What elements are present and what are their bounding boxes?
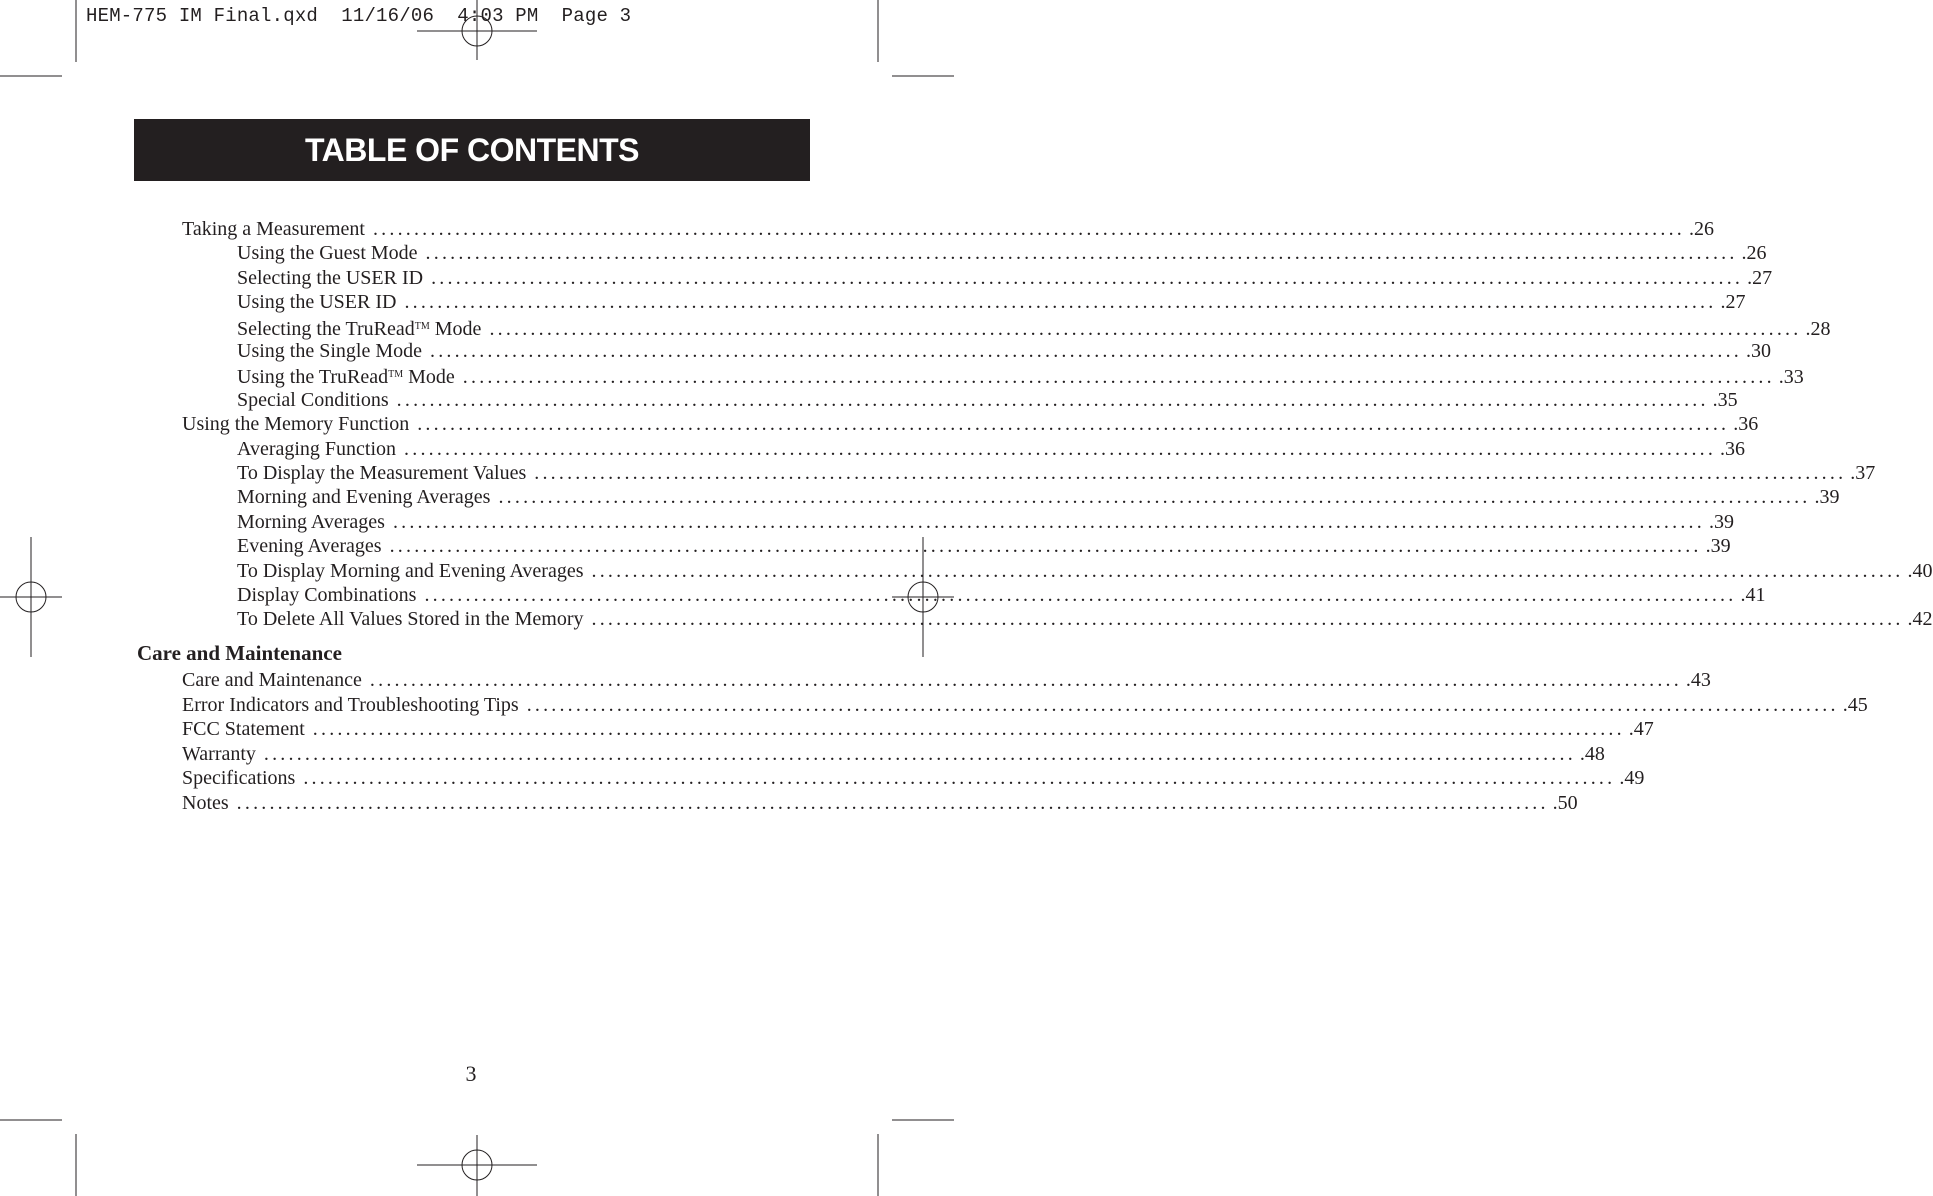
dot-leader: ................................................................................................................................................................ <box>396 388 1709 411</box>
toc-page-number: .48 <box>1579 742 1605 765</box>
toc-page-number: .26 <box>1688 218 1714 240</box>
toc-page-number: .37 <box>1850 462 1876 484</box>
toc-page-number: .39 <box>1705 535 1731 558</box>
toc-page-number: .36 <box>1733 413 1759 436</box>
dot-leader: ................................................................................................................................................................ <box>392 510 1705 533</box>
toc-page-number: .27 <box>1720 291 1746 314</box>
toc-entry-label: To Display the Measurement Values <box>237 462 527 484</box>
dot-leader: ................................................................................................................................................................ <box>489 317 1802 340</box>
toc-page-number: .40 <box>1907 559 1933 582</box>
toc-entry-label: Error Indicators and Troubleshooting Tips <box>182 693 519 716</box>
toc-entry-label: Taking a Measurement <box>182 218 365 240</box>
toc-page-number: .39 <box>1708 510 1734 533</box>
registration-mark-icon <box>417 0 537 60</box>
trademark-mark: TM <box>388 369 404 381</box>
dot-leader: ................................................................................................................................................................ <box>424 584 1737 606</box>
toc-entry[interactable] <box>182 717 1654 741</box>
toc-entry-label: Morning Averages <box>237 510 385 533</box>
toc-page-number: .42 <box>1907 608 1933 631</box>
dot-leader: ................................................................................................................................................................ <box>236 791 1549 814</box>
registration-mark-icon <box>0 537 62 657</box>
toc-page-number: .43 <box>1685 669 1711 691</box>
toc-entry[interactable] <box>237 241 1767 265</box>
toc-page-number: .36 <box>1720 437 1746 460</box>
dot-leader: ................................................................................................................................................................ <box>303 767 1616 789</box>
toc-entry-label: Notes <box>182 791 229 814</box>
toc-entry-label: Warranty <box>182 742 256 765</box>
dot-leader: ................................................................................................................................................................ <box>404 291 1717 314</box>
dot-leader: ................................................................................................................................................................ <box>372 218 1685 240</box>
toc-entry-label: Display Combinations <box>237 584 417 606</box>
dot-leader: ................................................................................................................................................................ <box>417 413 1730 436</box>
toc-entry-label: Using the TruRead™ Mode <box>237 366 455 389</box>
section-heading: Care and Maintenance <box>137 641 342 665</box>
toc-page-number: .49 <box>1619 767 1645 789</box>
toc-entry[interactable] <box>237 363 1804 389</box>
dot-leader: ................................................................................................................................................................ <box>591 608 1904 631</box>
toc-entry[interactable] <box>237 437 1746 461</box>
toc-entry-label: Care and Maintenance <box>182 669 362 691</box>
dot-leader: ................................................................................................................................................................ <box>425 242 1738 265</box>
toc-entry[interactable] <box>237 266 1773 290</box>
toc-entry[interactable] <box>182 693 1868 717</box>
toc-entry-label: Averaging Function <box>237 437 397 460</box>
toc-entry[interactable] <box>237 485 1840 509</box>
toc-entry-label: Using the Guest Mode <box>237 242 418 265</box>
toc-entry[interactable] <box>182 742 1605 766</box>
toc-page-number: .30 <box>1746 340 1771 362</box>
toc-page-number: .39 <box>1814 486 1840 509</box>
toc-entry-label: To Display Morning and Evening Averages <box>237 559 584 582</box>
page-number: 3 <box>465 1061 477 1086</box>
toc-entry[interactable] <box>237 583 1766 607</box>
toc-entry-label: Special Conditions <box>237 388 389 411</box>
dot-leader: ................................................................................................................................................................ <box>369 669 1682 691</box>
toc-entry[interactable] <box>182 412 1759 436</box>
toc-page-number: .47 <box>1628 718 1654 740</box>
toc-entry[interactable] <box>182 791 1578 815</box>
toc-entry-label: Using the USER ID <box>237 291 397 314</box>
dot-leader: ................................................................................................................................................................ <box>498 486 1811 509</box>
toc-page-number: .28 <box>1805 317 1831 340</box>
toc-entry[interactable] <box>237 315 1831 340</box>
dot-leader: ................................................................................................................................................................ <box>431 266 1744 289</box>
toc-entry-label: Using the Memory Function <box>182 413 410 436</box>
dot-leader: ................................................................................................................................................................ <box>263 742 1576 765</box>
toc-entry-label: Specifications <box>182 767 296 789</box>
toc-page-number: .27 <box>1747 266 1773 289</box>
registration-mark-icon <box>417 1135 537 1196</box>
page-title: TABLE OF CONTENTS <box>305 131 639 168</box>
slug-line: HEM-775 IM Final.qxd 11/16/06 4:03 PM Page 3 <box>86 5 632 27</box>
toc-entry[interactable] <box>237 607 1933 631</box>
toc-page-number: .26 <box>1741 242 1767 265</box>
toc-entry[interactable] <box>182 766 1645 790</box>
dot-leader: ................................................................................................................................................................ <box>430 340 1742 362</box>
toc-entry[interactable] <box>182 217 1714 241</box>
dot-leader: ................................................................................................................................................................ <box>462 366 1775 389</box>
toc-entry-label: To Delete All Values Stored in the Memory <box>237 608 584 631</box>
toc-entry[interactable] <box>182 668 1711 692</box>
toc-entry[interactable] <box>237 510 1734 534</box>
toc-entry-label: Using the Single Mode <box>237 340 422 362</box>
toc-entry-label: Morning and Evening Averages <box>237 486 491 509</box>
dot-leader: ................................................................................................................................................................ <box>591 559 1904 582</box>
dot-leader: ................................................................................................................................................................ <box>389 535 1702 558</box>
toc-entry-label: Evening Averages <box>237 535 382 558</box>
toc-entry[interactable] <box>237 534 1731 558</box>
toc-page-number: .45 <box>1842 693 1868 716</box>
dot-leader: ................................................................................................................................................................ <box>534 462 1847 484</box>
toc-entry[interactable] <box>237 388 1738 412</box>
toc-page-number: .33 <box>1778 366 1804 389</box>
toc-entry[interactable] <box>237 290 1746 314</box>
toc-entry-label: Selecting the USER ID <box>237 266 424 289</box>
toc-page-number: .50 <box>1552 791 1578 814</box>
toc-entry[interactable] <box>237 339 1771 363</box>
toc-entry[interactable] <box>237 461 1876 485</box>
dot-leader: ................................................................................................................................................................ <box>526 693 1839 716</box>
dot-leader: ................................................................................................................................................................ <box>312 718 1625 740</box>
toc-page-number: .35 <box>1712 388 1738 411</box>
title-banner <box>134 119 810 181</box>
toc-entry[interactable] <box>237 559 1933 583</box>
dot-leader: ................................................................................................................................................................ <box>404 437 1717 460</box>
toc-page-number: .41 <box>1740 584 1766 606</box>
toc-entry-label: Selecting the TruRead™ Mode <box>237 317 482 340</box>
trademark-mark: TM <box>414 320 430 332</box>
toc-entry-label: FCC Statement <box>182 718 305 740</box>
